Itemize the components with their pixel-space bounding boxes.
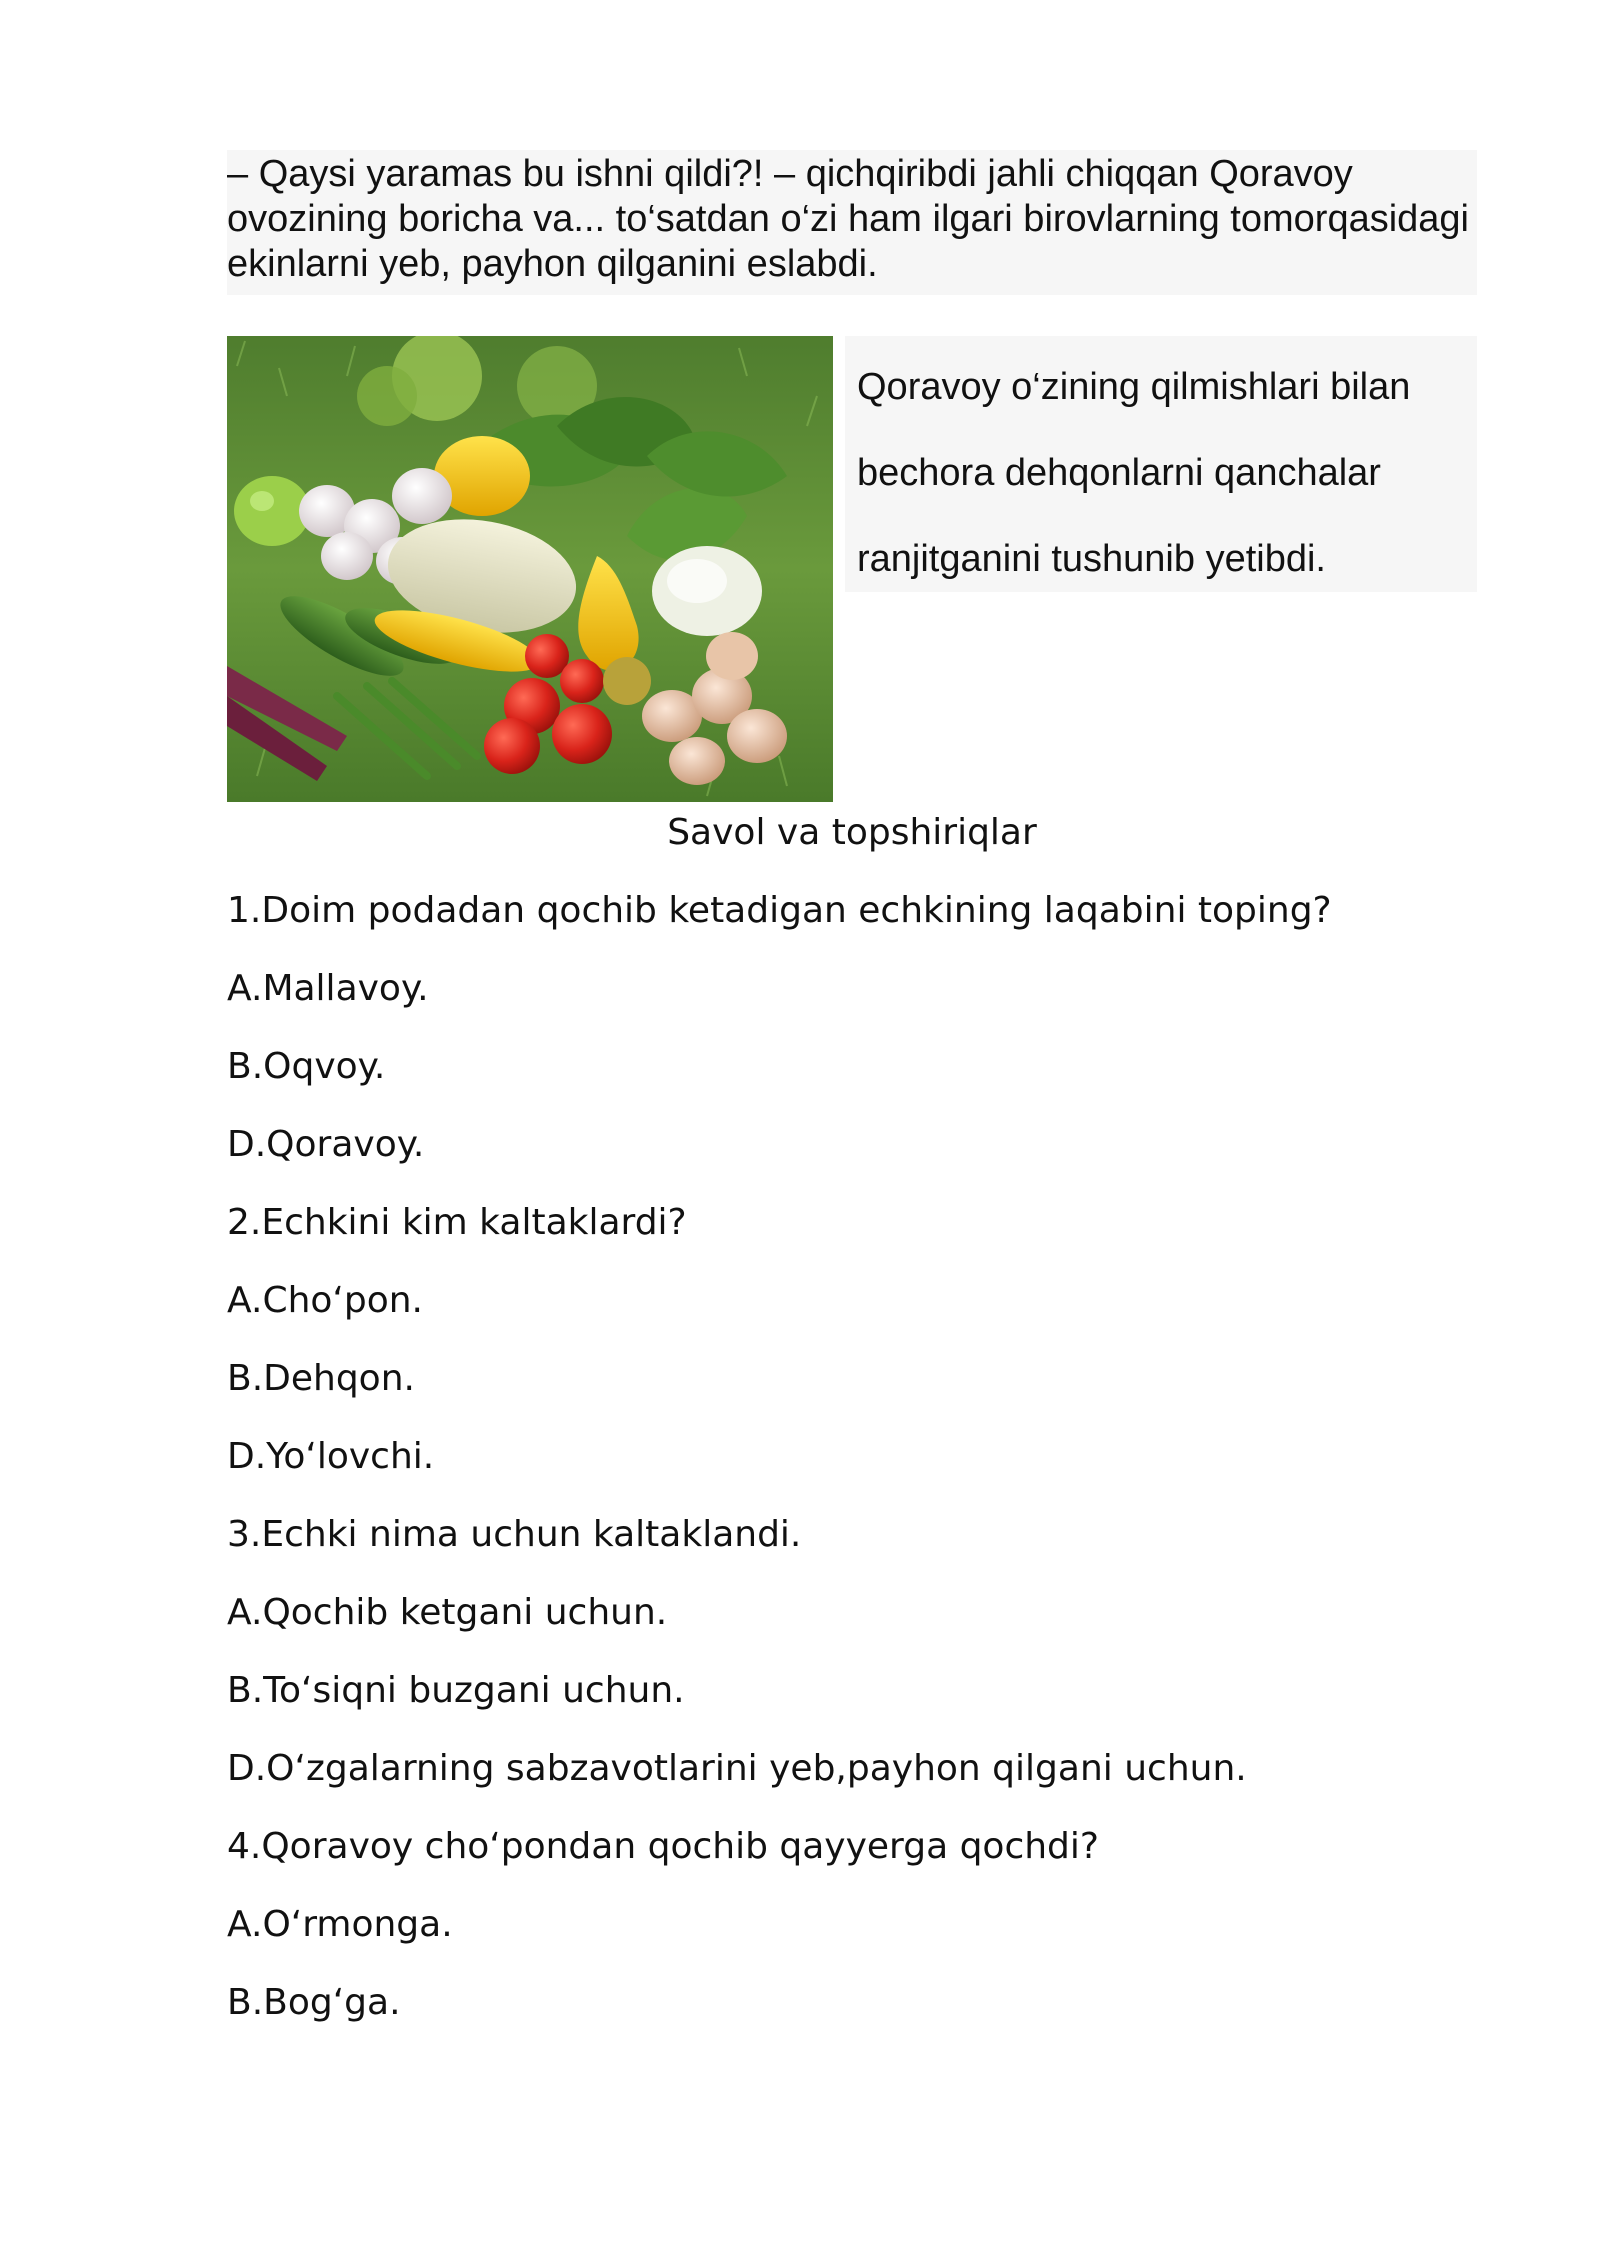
story-paragraph-text: – Qaysi yaramas bu ishni qildi?! – qichqiribdi jahli chiqqan Qoravoy ovozining boricha va... to‘satdan o‘zi ham ilgari birovlarning tomorqasidagi ekinlarni yeb, payhon qilganini eslabdi. bbox=[227, 153, 1469, 285]
side-paragraph-line: Qoravoy o‘zining qilmishlari bilan bbox=[857, 366, 1411, 408]
question-3-option-a: A.Qochib ketgani uchun. bbox=[227, 1592, 668, 1633]
question-2-option-b: B.Dehqon. bbox=[227, 1358, 415, 1399]
section-title: Savol va topshiriqlar bbox=[667, 812, 1037, 853]
question-2: 2.Echkini kim kaltaklardi? bbox=[227, 1202, 687, 1243]
question-4-option-b: B.Bog‘ga. bbox=[227, 1982, 401, 2023]
vegetables-photo-icon bbox=[227, 336, 833, 802]
question-4-option-a: A.O‘rmonga. bbox=[227, 1904, 453, 1945]
side-paragraph-line: bechora dehqonlarni qanchalar bbox=[857, 452, 1381, 494]
question-4: 4.Qoravoy cho‘pondan qochib qayyerga qochdi? bbox=[227, 1826, 1100, 1867]
question-1-option-d: D.Qoravoy. bbox=[227, 1124, 425, 1165]
question-2-option-a: A.Cho‘pon. bbox=[227, 1280, 423, 1321]
question-1-option-b: B.Oqvoy. bbox=[227, 1046, 386, 1087]
question-1: 1.Doim podadan qochib ketadigan echkining laqabini toping? bbox=[227, 890, 1332, 931]
side-paragraph-line: ranjitganini tushunib yetibdi. bbox=[857, 538, 1326, 580]
question-3: 3.Echki nima uchun kaltaklandi. bbox=[227, 1514, 802, 1555]
question-3-option-d: D.O‘zgalarning sabzavotlarini yeb,payhon qilgani uchun. bbox=[227, 1748, 1247, 1789]
question-1-option-a: A.Mallavoy. bbox=[227, 968, 429, 1009]
question-2-option-d: D.Yo‘lovchi. bbox=[227, 1436, 435, 1477]
story-paragraph bbox=[227, 150, 1477, 295]
question-3-option-b: B.To‘siqni buzgani uchun. bbox=[227, 1670, 685, 1711]
side-paragraph bbox=[845, 336, 1477, 592]
